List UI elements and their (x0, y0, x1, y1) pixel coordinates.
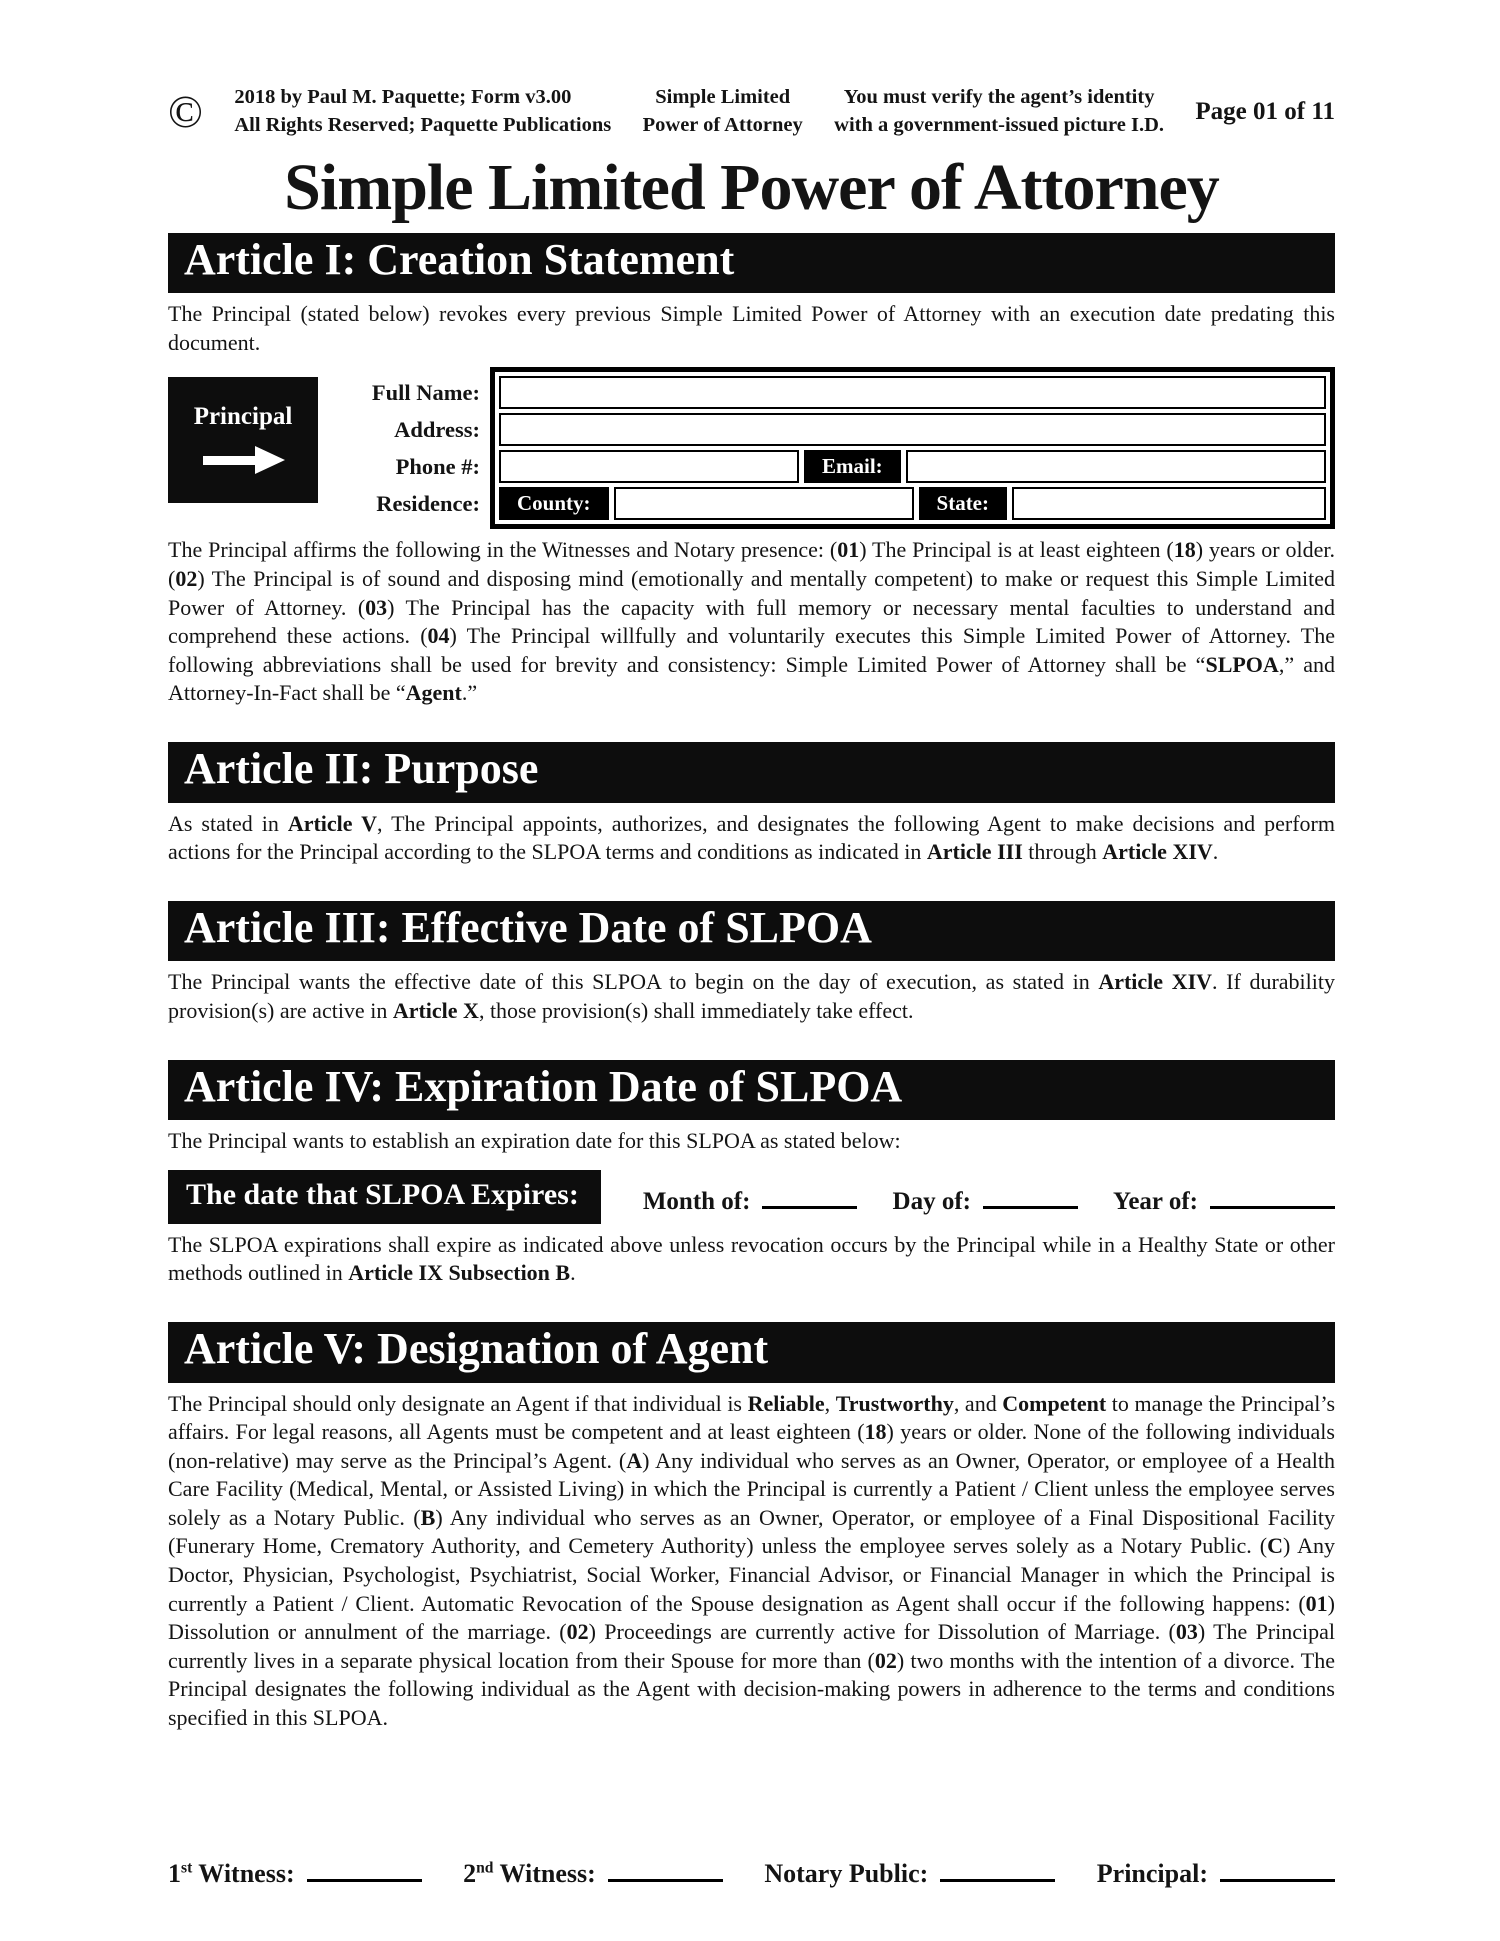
witness-1-label: 1st Witness: (168, 1859, 295, 1888)
principal-signature-label: Principal: (1096, 1859, 1208, 1888)
article-3-heading: Article III: Effective Date of SLPOA (168, 901, 1335, 962)
copyright-text (234, 84, 611, 139)
expiration-date-row (168, 1170, 1335, 1224)
article-2-heading: Article II: Purpose (168, 742, 1335, 803)
phone-email-row (499, 450, 1326, 483)
arrow-right-icon (197, 443, 289, 477)
article-3-body: The Principal wants the effective date of this SLPOA to begin on the day of execution, as stated in Article XIV. If durability provision(s) are active in Article X, those provision(s) shall immediately take effect. (168, 969, 1335, 1023)
day-label: Day of: (892, 1187, 971, 1215)
county-label: County: (499, 487, 609, 520)
full-name-label: Full Name: (371, 379, 480, 405)
verify-notice-line-2: with a government-issued picture I.D. (834, 113, 1165, 136)
witness-1-line[interactable] (307, 1877, 422, 1882)
phone-input[interactable] (499, 450, 799, 483)
full-name-row (499, 376, 1326, 409)
email-label: Email: (804, 450, 901, 483)
article-5-body: The Principal should only designate an Agent if that individual is Reliable, Trustworthy, and Competent to manage the Principal’s affairs. For legal reasons, all Agents must be competent and at least eighteen (18) years or older. None of the following individuals (non-relative) may serve as the Principal’s Agent. (A) Any individual who serves as an Owner, Operator, or employee of a Health Care Facility (Medical, Mental, or Assisted Living) in which the Principal is currently a Patient / Client unless the employee serves solely as a Notary Public. (B) Any individual who serves as an Owner, Operator, or employee of a Final Dispositional Facility (Funerary Home, Crematory Authority, and Cemetery Authority) unless the employee serves solely as a Notary Public. (C) Any Doctor, Physician, Psychologist, Psychiatrist, Social Worker, Financial Advisor, or Financial Manager in which the Principal is currently a Patient / Client. Automatic Revocation of the Spouse designation as Agent shall occur if the following happens: (01) Dissolution or annulment of the marriage. (02) Proceedings are currently active for Dissolution of Marriage. (03) The Principal currently lives in a separate physical location from their Spouse for more than (02) two months with the intention of a divorce. The Principal designates the following individual as the Agent with decision-making powers in adherence to the terms and conditions specified in this SLPOA. (168, 1390, 1336, 1731)
notary-line[interactable] (940, 1877, 1055, 1882)
verify-notice (834, 84, 1164, 139)
residence-label: Residence: (376, 490, 480, 516)
article-5-heading: Article V: Designation of Agent (168, 1322, 1335, 1383)
address-label: Address: (394, 416, 480, 442)
month-blank[interactable] (762, 1204, 857, 1209)
article-4-closing: The SLPOA expirations shall expire as indicated above unless revocation occurs by the Principal while in a Healthy State or other methods outlined in Article IX Subsection B. (168, 1231, 1335, 1286)
year-blank[interactable] (1210, 1204, 1335, 1209)
principal-form (168, 367, 1335, 529)
copyright-line-1: 2018 by Paul M. Paquette; Form v3.00 (234, 86, 572, 108)
residence-row (499, 487, 1326, 520)
verify-notice-line-1: You must verify the agent’s identity (843, 86, 1155, 108)
principal-field-labels (318, 367, 490, 529)
article-2-body: As stated in Article V, The Principal appoints, authorizes, and designates the following Agent to make decisions and perform actions for the Principal according to the SLPOA terms and conditions as indicated in Article III through Article XIV. (168, 810, 1335, 865)
principal-badge (168, 377, 318, 503)
witness-2-group (463, 1859, 723, 1889)
document-title: Simple Limited Power of Attorney (284, 151, 1219, 225)
notary-group (764, 1859, 1055, 1889)
principal-fields-box (490, 367, 1335, 529)
day-group (893, 1188, 1078, 1216)
witness-1-group (168, 1859, 422, 1889)
copyright-line-2: All Rights Reserved; Paquette Publications (234, 113, 612, 136)
notary-label: Notary Public: (764, 1859, 929, 1888)
form-name-line-2: Power of Attorney (642, 113, 803, 136)
full-name-input[interactable] (499, 376, 1326, 409)
year-group (1113, 1188, 1335, 1216)
principal-signature-line[interactable] (1220, 1877, 1335, 1882)
principal-signature-group (1097, 1859, 1335, 1889)
witness-2-label: 2nd Witness: (463, 1859, 596, 1888)
principal-badge-label: Principal (193, 403, 293, 431)
expiration-fields (601, 1188, 1335, 1224)
form-name (643, 84, 803, 139)
address-input[interactable] (499, 413, 1326, 446)
copyright-icon: © (168, 85, 203, 137)
expires-label-box: The date that SLPOA Expires: (168, 1170, 601, 1224)
month-group (643, 1188, 858, 1216)
email-input[interactable] (906, 450, 1326, 483)
county-input[interactable] (614, 487, 914, 520)
day-blank[interactable] (983, 1204, 1078, 1209)
state-label: State: (919, 487, 1007, 520)
month-label: Month of: (642, 1187, 751, 1215)
state-input[interactable] (1012, 487, 1326, 520)
signature-footer (168, 1859, 1335, 1889)
article-4-intro: The Principal wants to establish an expiration date for this SLPOA as stated below: (168, 1128, 901, 1154)
phone-label: Phone #: (395, 453, 480, 479)
witness-2-line[interactable] (608, 1877, 723, 1882)
article-4-heading: Article IV: Expiration Date of SLPOA (168, 1060, 1335, 1121)
page-header (168, 84, 1335, 139)
form-name-line-1: Simple Limited (655, 86, 791, 108)
article-1-affirmation: The Principal affirms the following in the Witnesses and Notary presence: (01) The Principal is at least eighteen (18) years or older. (02) The Principal is of sound and disposing mind (emotionally and mentally competent) to make or request this Simple Limited Power of Attorney. (03) The Principal has the capacity with full memory or necessary mental faculties to understand and comprehend these actions. (04) The Principal willfully and voluntarily executes this Simple Limited Power of Attorney. The following abbreviations shall be used for brevity and consistency: Simple Limited Power of Attorney shall be “SLPOA,” and Attorney-In-Fact shall be “Agent.” (168, 537, 1336, 706)
page-number: Page 01 of 11 (1195, 97, 1335, 125)
article-1-heading: Article I: Creation Statement (168, 233, 1335, 294)
year-label: Year of: (1113, 1187, 1198, 1215)
address-row (499, 413, 1326, 446)
article-1-intro: The Principal (stated below) revokes every previous Simple Limited Power of Attorney with an execution date predating this document. (168, 301, 1335, 355)
